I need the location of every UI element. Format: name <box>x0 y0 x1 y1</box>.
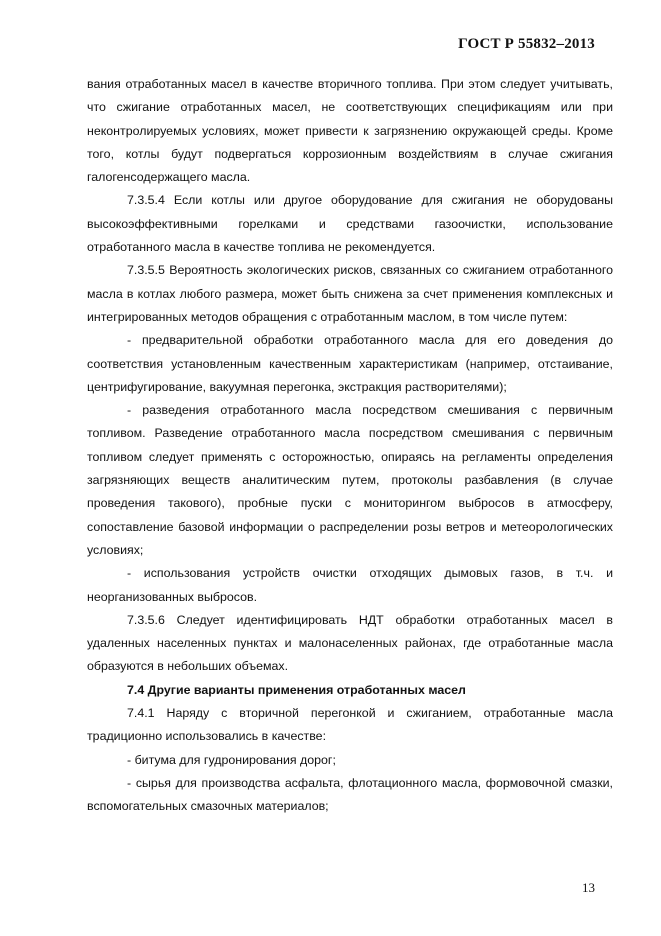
list-item-bitumen: - битума для гудронирования дорог; <box>127 752 336 767</box>
paragraph-7-3-5-6: 7.3.5.6 Следует идентифицировать НДТ обработки отработанных масел в удаленных населенных пунктах и малонаселенных районах, где отработанные масла образуются в небольших объемах. <box>87 612 613 674</box>
document-standard-header: ГОСТ Р 55832–2013 <box>458 36 595 52</box>
list-item-dilution: - разведения отработанного масла посредством смешивания с первичным топливом. Разведение отработанного масла посредством смешивания с первичным топливом следует применять с осторожностью, опираясь на регламенты определения загрязняющих веществ аналитическим путем, протоколы разбавления (в случае проведения такового), пробные пуски с мониторингом выбросов в атмосферу, сопоставление базовой информации о распределении розы ветров и метеорологических условиях; <box>87 403 613 557</box>
list-item-pretreatment: - предварительной обработки отработанного масла для его доведения до соответствия установленным качественным характеристикам (например, отстаивание, центрифугирование, вакуумная перегонка, экстракция растворителями); <box>87 333 613 394</box>
paragraph-7-3-5-4: 7.3.5.4 Если котлы или другое оборудование для сжигания не оборудованы высокоэффективными горелками и средствами газоочистки, использование отработанного масла в качестве топлива не рекомендуется. <box>87 193 613 255</box>
paragraph-7-4-1: 7.4.1 Наряду с вторичной перегонкой и сжиганием, отработанные масла традиционно использовались в качестве: <box>87 706 613 744</box>
list-item-raw-materials: - сырья для производства асфальта, флотационного масла, формовочной смазки, вспомогательных смазочных материалов; <box>87 775 613 814</box>
paragraph-7-3-5-5: 7.3.5.5 Вероятность экологических рисков, связанных со сжиганием отработанного масла в котлах любого размера, может быть снижена за счет применения комплексных и интегрированных методов обращения с отработанным маслом, в том числе путем: <box>87 263 613 324</box>
page-number: 13 <box>582 880 595 895</box>
list-item-flue-gas-cleaning: - использования устройств очистки отходящих дымовых газов, в т.ч. и неорганизованных выбросов. <box>87 566 613 604</box>
paragraph-continuation: вания отработанных масел в качестве вторичного топлива. При этом следует учитывать, что сжигание отработанных масел, не соответствующих спецификациям или при неконтролируемых условиях, может привести к загрязнению окружающей среды. Кроме того, котлы будут подвергаться коррозионным воздействиям в случае сжигания галогенсодержащего масла. <box>87 77 613 185</box>
document-body <box>87 73 613 819</box>
section-heading-7-4: 7.4 Другие варианты применения отработанных масел <box>127 682 466 697</box>
